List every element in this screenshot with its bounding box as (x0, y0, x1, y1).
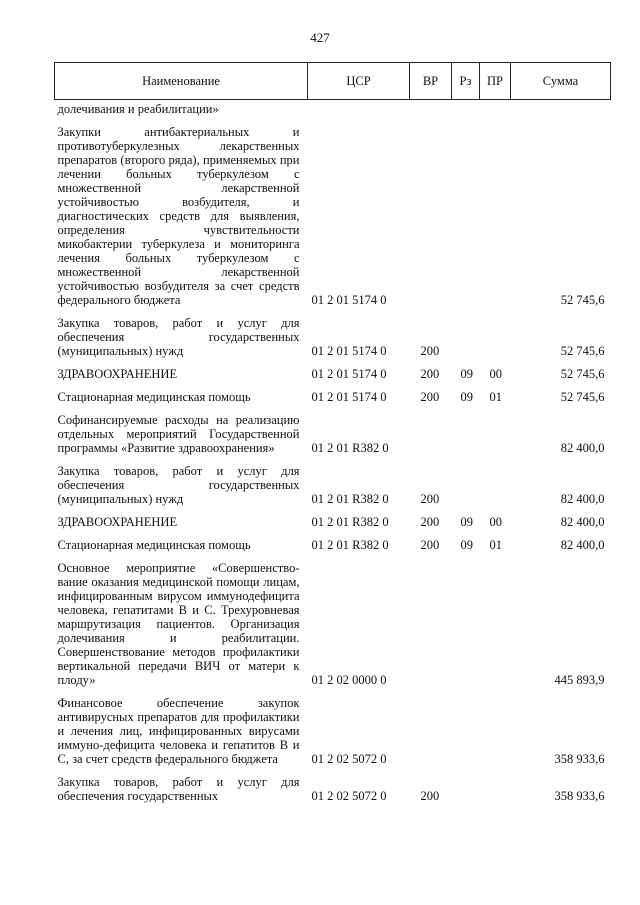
header-rz: Рз (452, 63, 480, 100)
header-csr: ЦСР (308, 63, 410, 100)
row-vr: 200 (420, 538, 440, 552)
row-name: Закупка товаров, работ и услуг для обеспечения государственных (муниципальных) нужд (57, 316, 300, 358)
table-header-row (55, 63, 611, 100)
row-pr (480, 100, 511, 123)
row-vr (410, 122, 452, 313)
row-vr: 200 (420, 390, 440, 404)
row-csr: 01 2 01 R382 0 (311, 515, 389, 529)
row-vr (410, 558, 452, 693)
row-sum: 52 745,6 (560, 293, 605, 307)
row-rz (452, 313, 480, 364)
row-csr: 01 2 02 0000 0 (311, 673, 387, 687)
row-vr (410, 693, 452, 772)
table-row (55, 387, 611, 410)
table-row (55, 122, 611, 313)
row-name: Закупка товаров, работ и услуг для обеспечения государственных (57, 775, 300, 803)
table-row (55, 410, 611, 461)
row-rz: 09 (460, 367, 473, 381)
table-row (55, 535, 611, 558)
table-row (55, 693, 611, 772)
row-sum: 82 400,0 (560, 492, 605, 506)
header-vr: ВР (410, 63, 452, 100)
table-row (55, 772, 611, 809)
row-sum: 445 893,9 (554, 673, 605, 687)
row-rz (452, 410, 480, 461)
row-name: Закупка товаров, работ и услуг для обеспечения государственных (муниципальных) нужд (57, 464, 300, 506)
row-rz (452, 558, 480, 693)
header-name: Наименование (55, 63, 308, 100)
row-pr (480, 693, 511, 772)
row-vr: 200 (420, 367, 440, 381)
row-pr (480, 558, 511, 693)
row-sum: 82 400,0 (560, 538, 605, 552)
row-rz (452, 461, 480, 512)
header-pr: ПР (480, 63, 511, 100)
row-pr: 01 (489, 538, 502, 552)
row-rz (452, 693, 480, 772)
row-csr: 01 2 02 5072 0 (311, 789, 387, 803)
row-name: Софинансируемые расходы на реализацию отдельных мероприятий Государственной программы «Развитие здравоохранения» (57, 413, 300, 455)
row-rz: 09 (460, 390, 473, 404)
row-rz: 09 (460, 515, 473, 529)
row-rz: 09 (460, 538, 473, 552)
row-csr: 01 2 02 5072 0 (311, 752, 387, 766)
row-csr (308, 100, 410, 123)
row-rz (452, 772, 480, 809)
table-row (55, 512, 611, 535)
table-row (55, 313, 611, 364)
row-pr (480, 122, 511, 313)
row-sum: 52 745,6 (560, 367, 605, 381)
row-csr: 01 2 01 5174 0 (311, 367, 387, 381)
row-pr (480, 461, 511, 512)
table-row (55, 364, 611, 387)
table-row (55, 461, 611, 512)
row-vr: 200 (420, 344, 440, 358)
budget-table (54, 62, 611, 809)
row-sum: 358 933,6 (554, 752, 605, 766)
row-name: ЗДРАВООХРАНЕНИЕ (57, 515, 178, 529)
row-rz (452, 100, 480, 123)
row-name: Финансовое обеспечение закупок антивирусных препаратов для профилактики и лечения лиц, инфицированных вирусами иммуно-дефицита человека и гепатитов В и С, за счет средств федерального бюджета (57, 696, 300, 766)
row-name: Стационарная медицинская помощь (57, 390, 251, 404)
page-number: 427 (310, 30, 330, 45)
row-sum (511, 100, 611, 123)
row-name: долечивания и реабилитации» (57, 102, 219, 116)
row-name: ЗДРАВООХРАНЕНИЕ (57, 367, 178, 381)
row-vr (410, 100, 452, 123)
row-sum: 358 933,6 (554, 789, 605, 803)
row-sum: 52 745,6 (560, 344, 605, 358)
row-name: Стационарная медицинская помощь (57, 538, 251, 552)
row-pr: 00 (489, 515, 502, 529)
row-sum: 52 745,6 (560, 390, 605, 404)
row-vr (410, 410, 452, 461)
row-vr: 200 (420, 515, 440, 529)
row-pr (480, 313, 511, 364)
row-vr: 200 (420, 789, 440, 803)
row-name: Основное мероприятие «Совершенство-вание оказания медицинской помощи лицам, инфицированным вирусом иммунодефицита человека, гепатитами В и С. Трехуровневая маршрутизация пациентов. Организация долечивания и реабилитации. Совершенствование методов профилактики вертикальной передачи ВИЧ от матери к плоду» (57, 561, 300, 687)
row-pr (480, 410, 511, 461)
row-csr: 01 2 01 5174 0 (311, 344, 387, 358)
row-sum: 82 400,0 (560, 441, 605, 455)
table-row (55, 100, 611, 123)
row-vr: 200 (420, 492, 440, 506)
row-pr: 00 (489, 367, 502, 381)
row-csr: 01 2 01 R382 0 (311, 538, 389, 552)
row-pr (480, 772, 511, 809)
row-csr: 01 2 01 R382 0 (311, 441, 389, 455)
header-sum: Сумма (511, 63, 611, 100)
row-csr: 01 2 01 5174 0 (311, 293, 387, 307)
row-sum: 82 400,0 (560, 515, 605, 529)
row-rz (452, 122, 480, 313)
row-pr: 01 (489, 390, 502, 404)
row-csr: 01 2 01 R382 0 (311, 492, 389, 506)
table-row (55, 558, 611, 693)
row-csr: 01 2 01 5174 0 (311, 390, 387, 404)
row-name: Закупки антибактериальных и противотуберкулезных лекарственных препаратов (второго ряда), применяемых при лечении больных туберкулезом с множественной лекарственной устойчивостью возбудителя, и диагностических средств для выявления, определения чувствительности микобактерии туберкулеза и мониторинга лечения больных туберкулезом с множественной лекарственной устойчивостью возбудителя за счет средств федерального бюджета (57, 125, 300, 307)
